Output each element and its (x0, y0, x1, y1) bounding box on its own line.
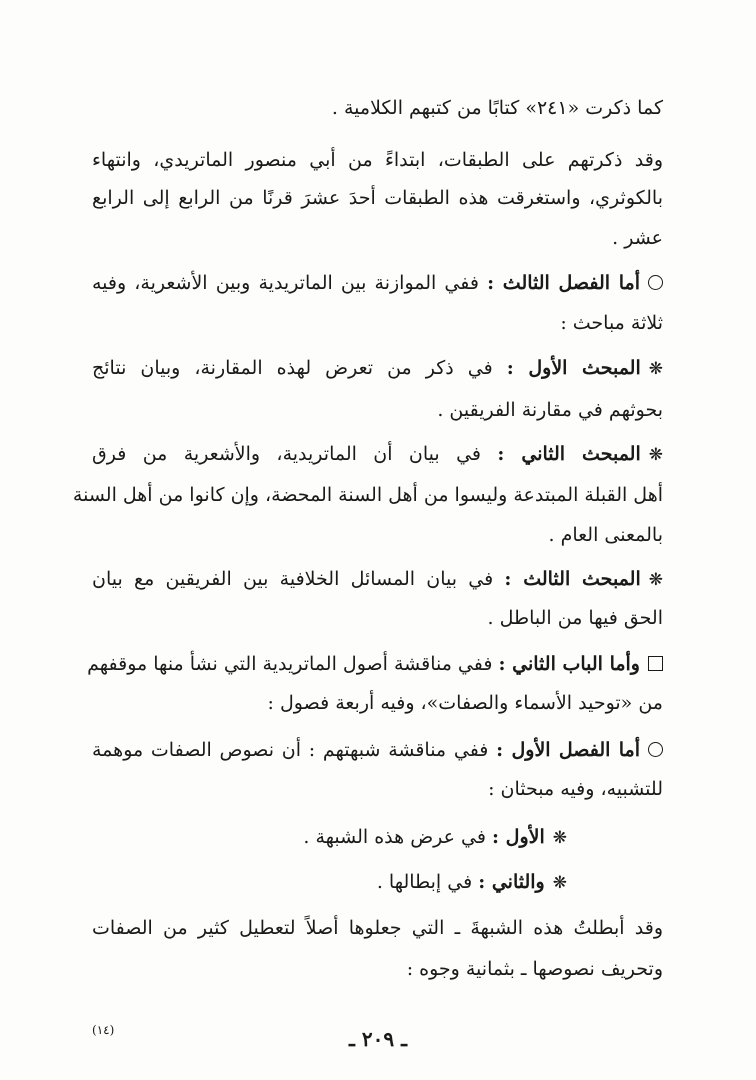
chapter-heading-line: أما الفصل الثالث : ففي الموازنة بين الماتريدية وبين الأشعرية، وفيه (92, 269, 663, 297)
paragraph-line: للتشبيه، وفيه مبحثان : (488, 778, 663, 800)
star-bullet-icon: ❋ (648, 445, 663, 465)
star-bullet-icon: ❋ (552, 873, 567, 893)
paragraph-line: بالكوثري، واستغرقت هذه الطبقات أحدَ عشرَ قرنًا من الرابع إلى الرابع (92, 187, 663, 209)
section-heading-line: ❋المبحث الأول : في ذكر من تعرض لهذه المقارنة، وبيان نتائج (92, 354, 663, 382)
paragraph-line: أهل القبلة المبتدعة وليسوا من أهل السنة المحضة، وإن كانوا من أهل السنة (72, 484, 663, 506)
paragraph-line: كما ذكرت «٢٤١» كتابًا من كتبهم الكلامية . (331, 97, 663, 119)
chapter-three-heading: أما الفصل الثالث : (487, 272, 640, 294)
paragraph-line: بحوثهم في مقارنة الفريقين . (437, 399, 663, 421)
second-heading: والثاني : (478, 871, 545, 893)
chapter-heading-line: أما الفصل الأول : ففي مناقشة شبهتهم : أن نصوص الصفات موهمة (92, 736, 663, 764)
star-bullet-icon: ❋ (648, 359, 663, 379)
paragraph-line: ثلاثة مباحث : (560, 312, 663, 334)
paragraph-line: وقد أبطلتُ هذه الشبهةَ ـ التي جعلوها أصلاً لتعطيل كثير من الصفات (92, 917, 663, 939)
square-bullet-icon (648, 656, 663, 671)
paragraph-line: من «توحيد الأسماء والصفات»، وفيه أربعة فصول : (267, 692, 663, 714)
section-one-heading: المبحث الأول : (506, 357, 641, 379)
paragraph-line: وقد ذكرتهم على الطبقات، ابتداءً من أبي منصور الماتريدي، وانتهاء (92, 149, 663, 171)
paragraph-line: وتحريف نصوصها ـ بثمانية وجوه : (406, 958, 663, 980)
section-two-heading: المبحث الثاني : (497, 443, 641, 465)
paragraph-line: عشر . (612, 227, 663, 249)
paragraph-line: الحق فيها من الباطل . (487, 607, 663, 629)
circle-bullet-icon (648, 275, 663, 290)
section-heading-line: ❋الأول : في عرض هذه الشبهة . (303, 823, 567, 851)
part-heading-line: وأما الباب الثاني : ففي مناقشة أصول الماتريدية التي نشأ منها موقفهم (92, 650, 663, 678)
first-heading: الأول : (492, 826, 545, 848)
chapter-one-heading: أما الفصل الأول : (496, 739, 640, 761)
section-heading-line: ❋المبحث الثالث : في بيان المسائل الخلافية بين الفريقين مع بيان (92, 565, 663, 593)
star-bullet-icon: ❋ (648, 570, 663, 590)
page-number: ـ ٢٠٩ ـ (349, 1027, 407, 1051)
signature-mark: (١٤) (92, 1023, 115, 1037)
section-three-heading: المبحث الثالث : (504, 568, 641, 590)
paragraph-line: بالمعنى العام . (548, 524, 663, 546)
star-bullet-icon: ❋ (552, 828, 567, 848)
section-heading-line: ❋والثاني : في إبطالها . (377, 868, 567, 896)
circle-bullet-icon (648, 742, 663, 757)
section-heading-line: ❋المبحث الثاني : في بيان أن الماتريدية، والأشعرية من فرق (92, 440, 663, 468)
part-two-heading: وأما الباب الثاني : (498, 653, 640, 675)
